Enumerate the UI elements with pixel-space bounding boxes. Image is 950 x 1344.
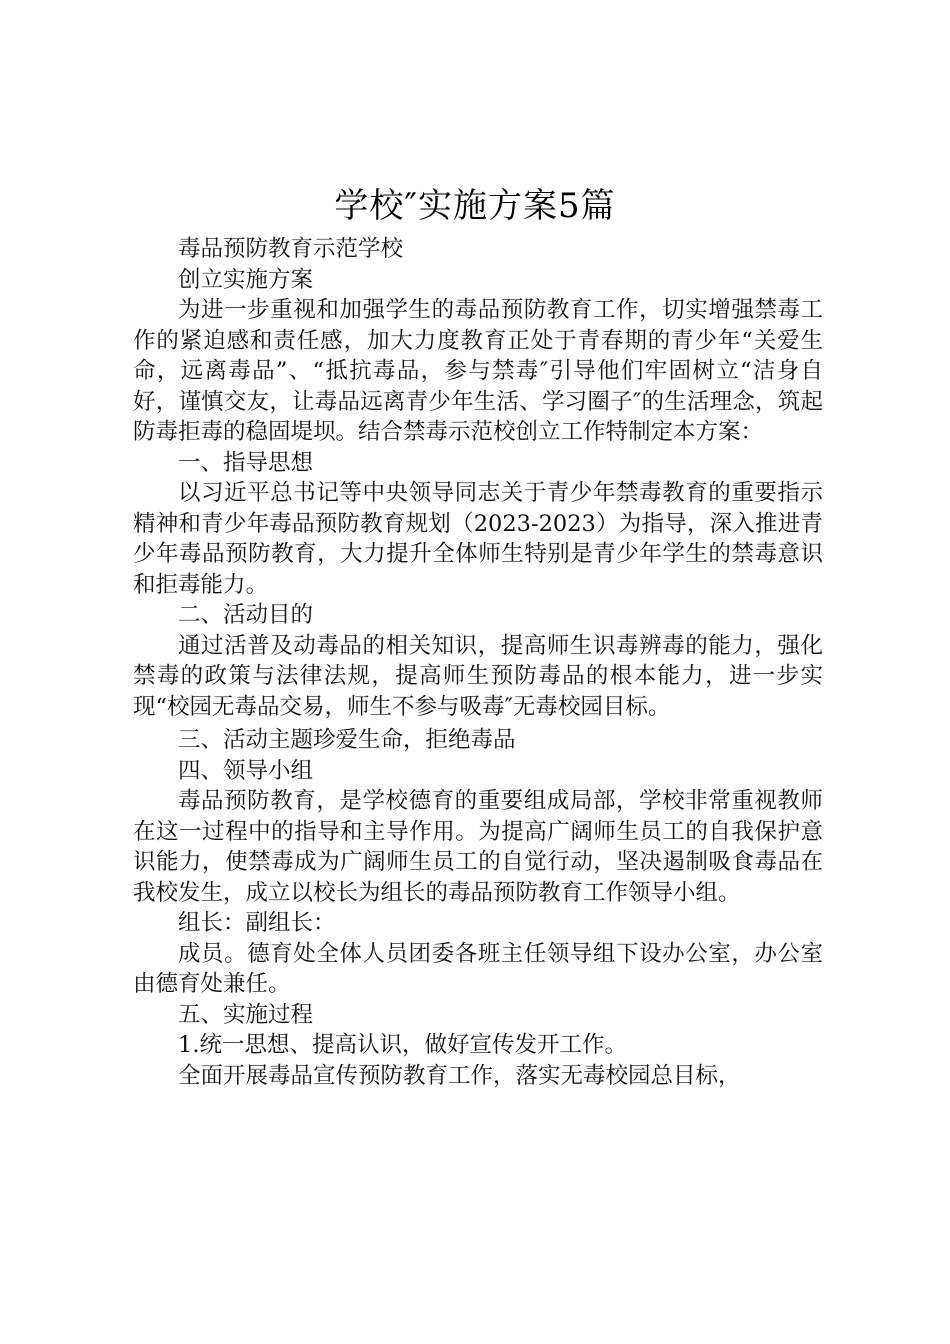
document-body — [133, 234, 823, 1091]
paragraph-group-members: 成员。德育处全体人员团委各班主任领导组下设办公室，办公室由德育处兼任。 — [133, 940, 823, 997]
paragraph-guiding-ideology: 以习近平总书记等中央领导同志关于青少年禁毒教育的重要指示精神和青少年毒品预防教育规划（2023-2023）为指导，深入推进青少年毒品预防教育，大力提升全体师生特别是青少年学生的禁毒意识和拒毒能力。 — [133, 480, 823, 598]
paragraph-introduction: 为进一步重视和加强学生的毒品预防教育工作，切实增强禁毒工作的紧迫感和责任感，加大力度教育正处于青春期的青少年“关爱生命，远离毒品”、“抵抗毒品，参与禁毒″引导他们牢固树立“洁身自好，谨慎交友，让毒品远离青少年生活、学习圈子″的生活理念，筑起防毒拒毒的稳固堤坝。结合禁毒示范校创立工作特制定本方案： — [133, 297, 823, 445]
paragraph-activity-purpose: 通过活普及动毒品的相关知识，提高师生识毒辨毒的能力，强化禁毒的政策与法律法规，提高师生预防毒品的根本能力，进一步实现“校园无毒品交易，师生不参与吸毒″无毒校园目标。 — [133, 632, 823, 720]
heading-activity-purpose: 二、活动目的 — [178, 602, 314, 628]
paragraph-step-one-detail: 全面开展毒品宣传预防教育工作，落实无毒校园总目标， — [178, 1062, 741, 1089]
heading-activity-theme: 三、活动主题珍爱生命，拒绝毒品 — [178, 727, 516, 753]
heading-implementation-process: 五、实施过程 — [178, 1001, 314, 1028]
paragraph-group-leaders: 组长：副组长： — [178, 910, 336, 936]
paragraph-school-name: 毒品预防教育示范学校 — [178, 236, 404, 262]
heading-leadership-group: 四、领导小组 — [178, 757, 314, 784]
heading-guiding-ideology: 一、指导思想 — [178, 449, 314, 476]
document-title: 学校″实施方案5篇 — [334, 186, 616, 226]
paragraph-plan-name: 创立实施方案 — [178, 266, 314, 293]
paragraph-step-one: 1.统一思想、提高认识，做好宣传发开工作。 — [178, 1032, 627, 1058]
paragraph-leadership-group: 毒品预防教育，是学校德育的重要组成局部，学校非常重视教师在这一过程中的指导和主导作用。为提高广阔师生员工的自我保护意识能力，使禁毒成为广阔师生员工的自觉行动，坚决遏制吸食毒品在我校发生，成立以校长为组长的毒品预防教育工作领导小组。 — [133, 788, 823, 906]
